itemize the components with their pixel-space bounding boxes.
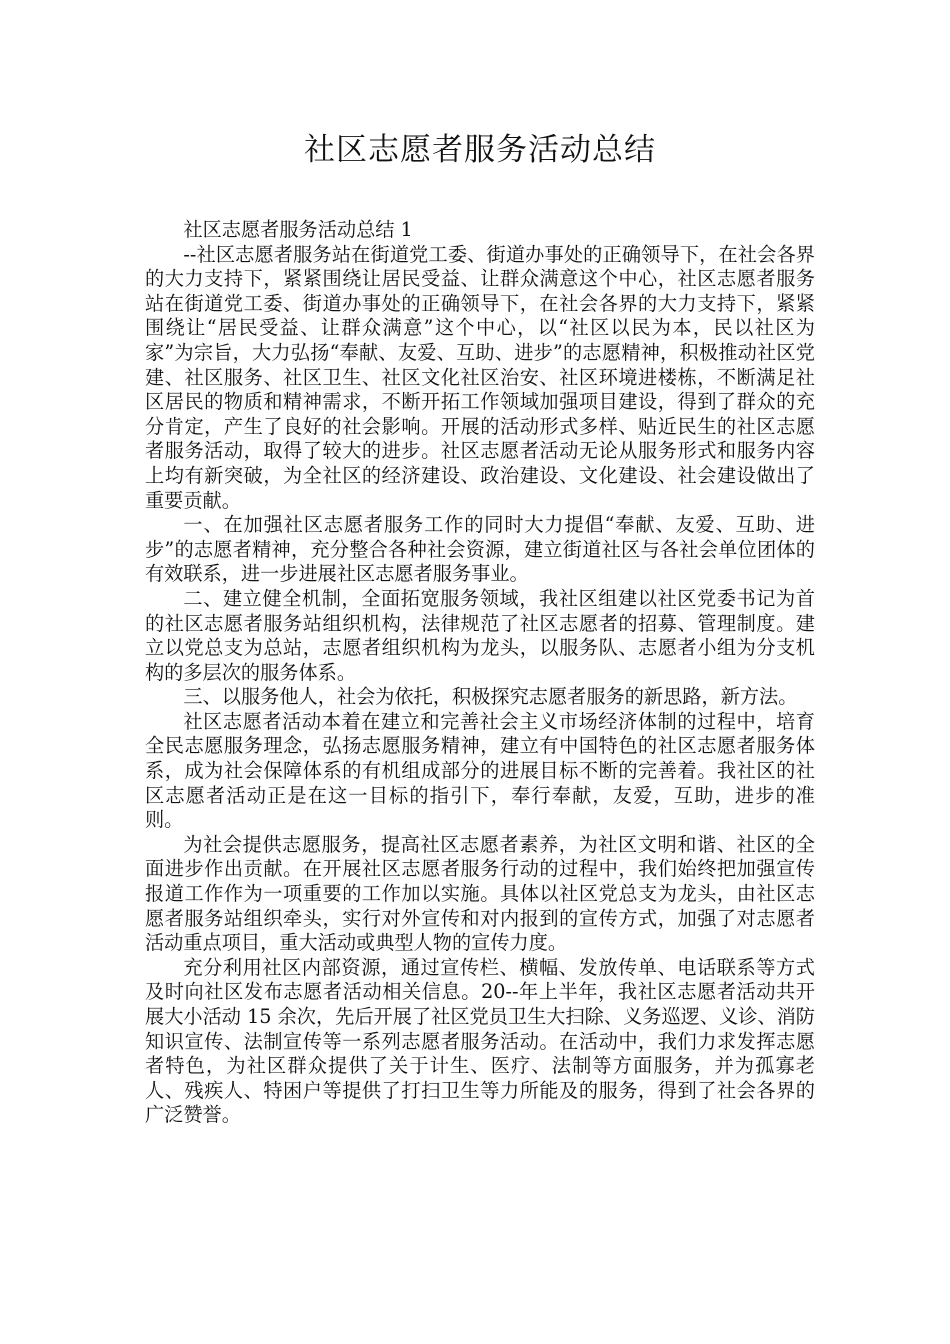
paragraph-body-3: 充分利用社区内部资源，通过宣传栏、横幅、发放传单、电话联系等方式及时向社区发布志愿者活动相关信息。20--年上半年，我社区志愿者活动共开展大小活动 15 余次，先后开展了社区党员卫生大扫除、义务巡逻、义诊、消防知识宣传、法制宣传等一系列志愿者服务活动。在活动中，我们力求发挥志愿者特色，为社区群众提供了关于计生、医疗、法制等方面服务，并为孤寡老人、残疾人、特困户等提供了打扫卫生等力所能及的服务，得到了社会各界的广泛赞誉。 — [145, 955, 815, 1127]
paragraph-body-2: 为社会提供志愿服务，提高社区志愿者素养，为社区文明和谐、社区的全面进步作出贡献。在开展社区志愿者服务行动的过程中，我们始终把加强宣传报道工作作为一项重要的工作加以实施。具体以社区党总支为龙头，由社区志愿者服务站组织牵头，实行对外宣传和对内报到的宣传方式，加强了对志愿者活动重点项目，重大活动或典型人物的宣传力度。 — [145, 832, 815, 955]
paragraph-intro: --社区志愿者服务站在街道党工委、街道办事处的正确领导下，在社会各界的大力支持下，紧紧围绕让居民受益、让群众满意这个中心，社区志愿者服务站在街道党工委、街道办事处的正确领导下，在社会各界的大力支持下，紧紧围绕让“居民受益、让群众满意”这个中心，以“社区以民为本，民以社区为家”为宗旨，大力弘扬“奉献、友爱、互助、进步”的志愿精神，积极推动社区党建、社区服务、社区卫生、社区文化社区治安、社区环境进楼栋，不断满足社区居民的物质和精神需求，不断开拓工作领域加强项目建设，得到了群众的充分肯定，产生了良好的社会影响。开展的活动形式多样、贴近民生的社区志愿者服务活动，取得了较大的进步。社区志愿者活动无论从服务形式和服务内容上均有新突破，为全社区的经济建设、政治建设、文化建设、社会建设做出了重要贡献。 — [145, 242, 815, 512]
document-title: 社区志愿者服务活动总结 — [304, 132, 656, 168]
paragraph-body-1: 社区志愿者活动本着在建立和完善社会主义市场经济体制的过程中，培育全民志愿服务理念，弘扬志愿服务精神，建立有中国特色的社区志愿者服务体系，成为社会保障体系的有机组成部分的进展目标不断的完善着。我社区的社区志愿者活动正是在这一目标的指引下，奉行奉献，友爱，互助，进步的准则。 — [145, 709, 815, 832]
paragraph-heading: 社区志愿者服务活动总结 1 — [183, 218, 413, 241]
paragraph-section-three: 三、以服务他人，社会为依托，积极探究志愿者服务的新思路，新方法。 — [183, 685, 798, 709]
paragraph-section-two: 二、建立健全机制，全面拓宽服务领域，我社区组建以社区党委书记为首的社区志愿者服务站组织机构，法律规范了社区志愿者的招募、管理制度。建立以党总支为总站，志愿者组织机构为龙头，以服务队、志愿者小组为分支机构的多层次的服务体系。 — [145, 586, 815, 684]
paragraph-section-one: 一、在加强社区志愿者服务工作的同时大力提倡“奉献、友爱、互助、进步”的志愿者精神，充分整合各种社会资源，建立街道社区与各社会单位团体的有效联系，进一步进展社区志愿者服务事业。 — [145, 513, 815, 586]
document-page — [145, 128, 815, 1128]
